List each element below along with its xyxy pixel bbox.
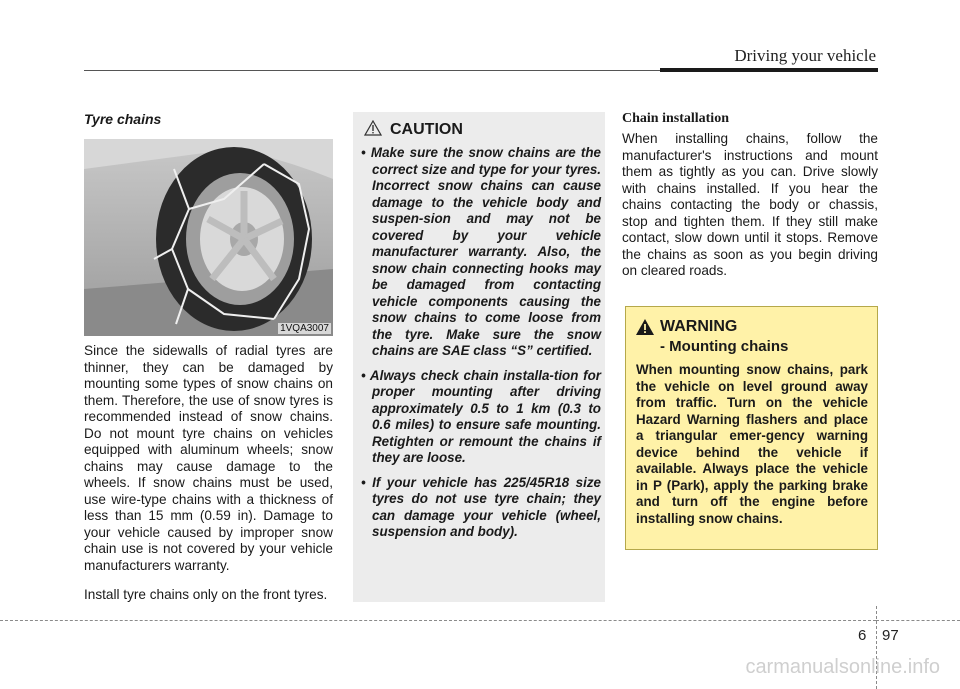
caution-list [361, 145, 601, 549]
tyre-chains-paragraph-2: Install tyre chains only on the front tyres. [84, 587, 328, 602]
caution-item: • Make sure the snow chains are the correct size and type for your tyres. Incorrect snow chains can cause damage to the vehicle body and suspen-sion and may not be covered by your vehicle manufacturer warranty. Also, the snow chain connecting hooks may be damaged from contacting vehicle components causing the snow chains to come loose from the tyre. Make sure the snow chains are SAE class “S” certified. [361, 145, 601, 358]
tyre-chains-heading: Tyre chains [84, 111, 162, 127]
warning-triangle-icon [635, 318, 655, 336]
caution-box [353, 112, 605, 602]
chapter-number: 6 [858, 627, 867, 644]
tyre-chains-paragraph-1: Since the sidewalls of radial tyres are thinner, they can be damaged by mounting some types of snow chains on them. Therefore, the use of snow tyres is recommended instead of snow chains. Do not mount tyre chains on vehicles equipped with aluminum wheels; snow chains may cause damage to the wheels. If snow chains must be used, use wire-type chains with a thickness of less than 15 mm (0.59 in). Damage to your vehicle caused by improper snow chain use is not covered by your vehicle manufacturers warranty. [84, 343, 333, 573]
watermark: carmanualsonline.info [745, 656, 940, 678]
warning-title: WARNING [660, 318, 738, 335]
footer-rule [0, 620, 876, 621]
caution-title: CAUTION [390, 121, 463, 138]
figure-code: 1VQA3007 [280, 323, 329, 334]
chain-installation-heading: Chain installation [622, 111, 729, 126]
header-rule-thick [660, 68, 878, 72]
tyre-chain-illustration [84, 139, 333, 336]
tyre-chain-figure [84, 139, 333, 336]
header-rule-thin [84, 70, 660, 71]
chain-installation-paragraph: When installing chains, follow the manufacturer's instructions and mount them as tightly as you can. Drive slowly with chains installed. If you hear the chains contacting the body or chassis, stop and tighten them. If they still make contact, slow down until it stops. Remove the chains as soon as you begin driving on cleared roads. [622, 131, 878, 278]
caution-item: • Always check chain installa-tion for proper mounting after driving approximately 0.5 to 1 km (0.3 to 0.6 miles) to ensure safe mounting. Retighten or remount the chains if they are loose. [361, 367, 601, 465]
footer-rule-right [876, 620, 960, 621]
caution-item: • If your vehicle has 225/45R18 size tyres do not use tyre chain; they can damage your vehicle (wheel, suspension and body). [361, 474, 601, 539]
warning-subtitle: - Mounting chains [660, 338, 789, 355]
warning-box [625, 306, 878, 550]
section-title: Driving your vehicle [734, 46, 876, 65]
warning-text: When mounting snow chains, park the vehicle on level ground away from traffic. Turn on the vehicle Hazard Warning flashers and place a triangular emer-gency warning device behind the vehicle if available. Always place the vehicle in P (Park), apply the parking brake and turn off the engine before installing snow chains. [636, 362, 868, 526]
page-number: 97 [882, 627, 899, 644]
caution-triangle-icon [364, 120, 382, 136]
